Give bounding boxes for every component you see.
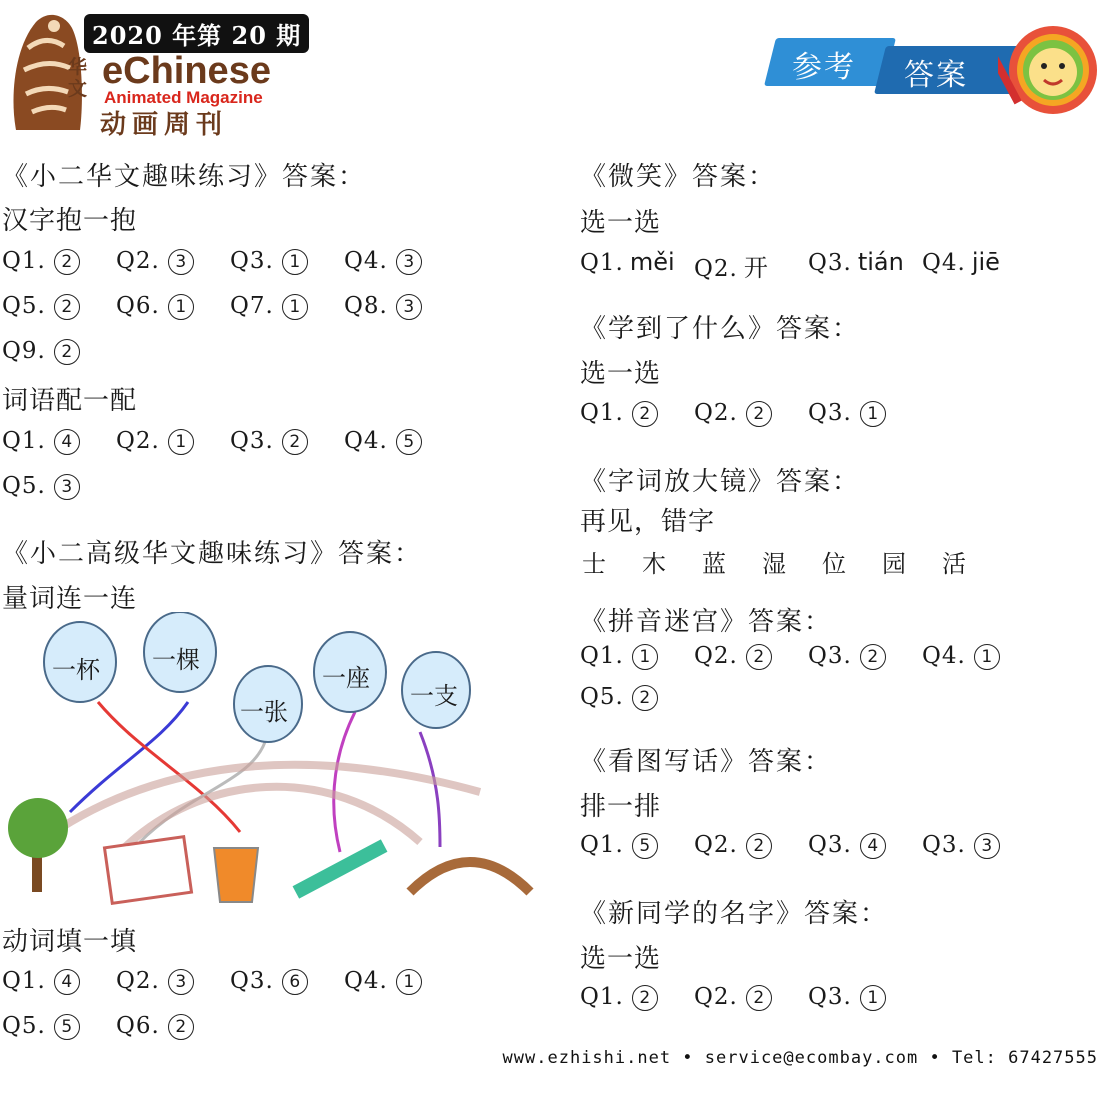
answer-row: Q1. 4 Q2. 3 Q3. 6 Q4. 1 [2, 968, 458, 995]
subsection-title: 汉字抱一抱 [2, 206, 138, 236]
subsection-title: 选一选 [580, 359, 662, 389]
answer-row: Q1. 2 Q2. 2 Q3. 1 [580, 400, 922, 427]
balloon-illustration [0, 612, 540, 912]
answer-row: Q1. 2 Q2. 2 Q3. 1 [580, 984, 922, 1011]
section-title-weixiao: 《微笑》答案： [580, 162, 777, 192]
section-title-zici: 《字词放大镜》答案： [580, 467, 861, 497]
answer-row: Q5. 5 Q6. 2 [2, 1013, 230, 1040]
answer-row: Q1. měi Q2. 开 Q3. tián Q4. jiē [580, 248, 1000, 282]
section-title-xuedao: 《学到了什么》答案： [580, 314, 861, 344]
banner-left: 参考 [792, 50, 856, 85]
brand-subtitle: Animated Magazine [104, 88, 263, 107]
balloon-label: 一杯 [52, 656, 100, 684]
char-list: 士 木 蓝 湿 位 园 活 [582, 550, 966, 578]
answer-row: Q5. 2 [580, 684, 694, 711]
subsection-title: 排一排 [580, 792, 662, 822]
answer-row: Q1. 4 Q2. 1 Q3. 2 Q4. 5 [2, 428, 458, 455]
balloon-label: 一支 [410, 682, 458, 710]
section-title-xintongxue: 《新同学的名字》答案： [580, 899, 889, 929]
section-title-1: 《小二华文趣味练习》答案： [2, 162, 367, 192]
answer-row: Q9. 2 [2, 338, 116, 365]
section-title-kantu: 《看图写话》答案： [580, 747, 833, 777]
subsection-title: 再见，错字 [580, 507, 716, 537]
balloon-label: 一座 [322, 664, 370, 692]
section-title-2: 《小二高级华文趣味练习》答案： [2, 539, 423, 569]
answer-row: Q1. 2 Q2. 3 Q3. 1 Q4. 3 [2, 248, 458, 275]
subsection-title: 动词填一填 [2, 927, 138, 957]
balloon-label: 一张 [240, 698, 288, 726]
brand-chinese: 动画周刊 [100, 110, 229, 140]
balloon-label: 一棵 [152, 646, 200, 674]
subsection-title: 量词连一连 [2, 584, 138, 614]
answer-row: Q1. 5 Q2. 2 Q3. 4 Q3. 3 [580, 832, 1036, 859]
lion-mascot-icon [998, 18, 1098, 122]
subsection-title: 选一选 [580, 944, 662, 974]
issue-badge: 2020 年第 20 期 [84, 14, 309, 53]
answer-row: Q1. 1 Q2. 2 Q3. 2 Q4. 1 [580, 643, 1036, 670]
answer-row: Q5. 2 Q6. 1 Q7. 1 Q8. 3 [2, 293, 458, 320]
answer-row: Q5. 3 [2, 473, 116, 500]
footer-contact: www.ezhishi.net • service@ecombay.com • Tel: 67427555 [502, 1048, 1098, 1068]
subsection-title: 词语配一配 [2, 386, 138, 416]
brand-title: eChinese [102, 50, 271, 92]
subsection-title: 选一选 [580, 208, 662, 238]
section-title-pinyin: 《拼音迷宫》答案： [580, 607, 833, 637]
logo-huawen: 华文 [68, 56, 88, 100]
banner-right: 答案 [904, 58, 968, 93]
answer-banner [770, 38, 1020, 94]
